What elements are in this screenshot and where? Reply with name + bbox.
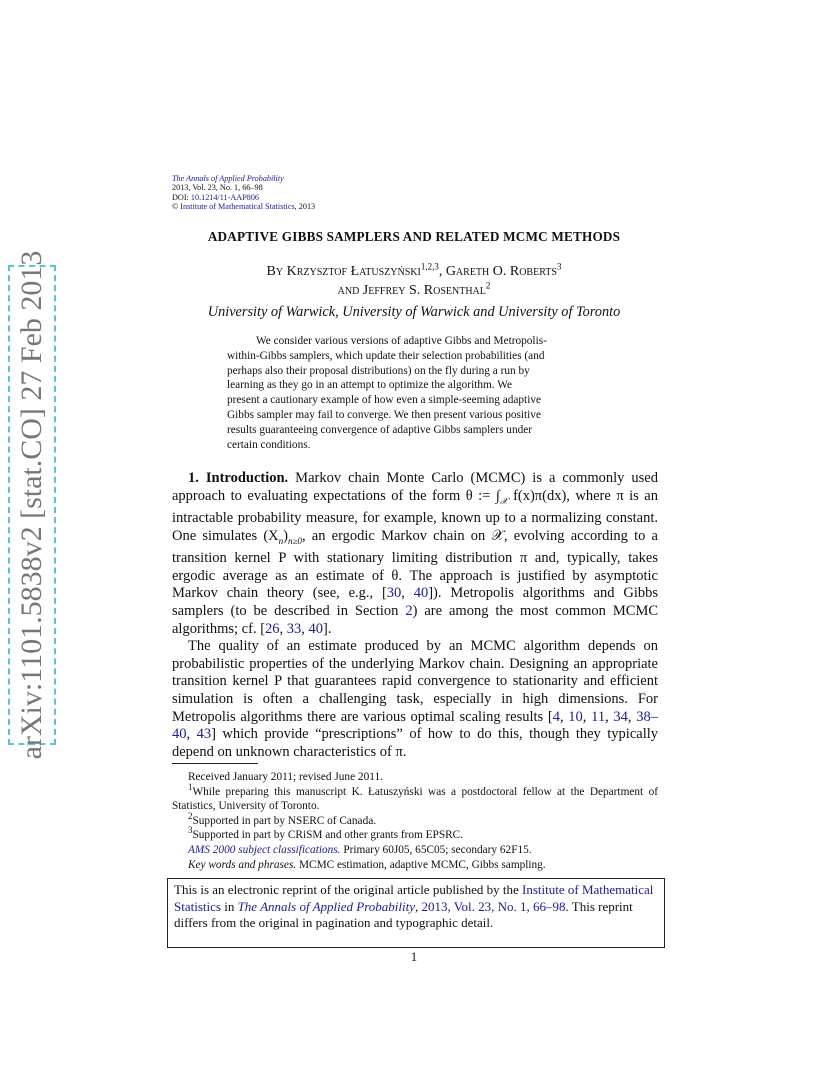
author-rosenthal: Jeffrey S. Rosenthal [362,283,486,298]
abstract-line: within-Gibbs samplers, which update their selection probabilities (and [227,349,545,362]
affiliations: University of Warwick, University of Warwick and University of Toronto [207,304,621,320]
citation-link[interactable]: 30 [386,585,402,602]
abstract-line: present a cautionary example of how even a simple-seeming adaptive [227,394,541,407]
citation-link[interactable]: 40 [413,585,429,602]
text-run: , [301,620,309,637]
copyright-year: , 2013 [294,202,316,212]
text-run: , [279,620,287,637]
text-run: , [559,708,569,725]
text-run: ]). Metropolis algorithms and Gibbs samplers (to be described in Section [172,585,658,619]
citation-link[interactable]: 26 [265,620,280,637]
text-run: Markov chain Monte Carlo (MCMC) is a commonly used approach to evaluating expectations of the form θ := ∫ [172,470,658,504]
author-latuszynski: Krzysztof Łatuszyński [286,264,421,279]
text-run: , an ergodic Markov chain on 𝒳, evolving according to a transition kernel P with stationary limiting distribution π and, typically, takes ergodic average as an estimate of θ. The approach is justified by asymptotic Markov chain theory (see, e.g., [ [172,527,658,602]
text-run: , [582,708,592,725]
reprint-text: This is an electronic reprint of the original article published by the [174,882,523,897]
text-run: , [186,726,197,743]
doi-link[interactable]: 10.1214/11-AAP806 [190,192,260,202]
text-run: , [605,708,614,725]
citation-link[interactable]: 33 [286,620,302,637]
arxiv-watermark [8,250,56,760]
ims-link[interactable]: Institute of Mathematical Statistics [180,202,295,212]
text-run: ]. [323,620,332,637]
text-run: ] which provide “prescriptions” of how to do this, though they typically depend on unknown characteristics of π. [172,726,659,760]
footnote-text: Supported in part by CRiSM and other grants from EPSRC. [192,829,463,842]
text-run: , [627,708,637,725]
text-run: n [278,535,284,546]
footnote-2 [172,811,658,829]
arxiv-id: arXiv:1101.5838v2 [stat.CO] 27 Feb 2013 [15,250,48,760]
abstract-line: Gibbs sampler may fail to converge. We then present various positive [227,408,541,421]
received-note: Received January 2011; revised June 2011. [188,771,383,783]
text-run: n≥0 [287,535,302,546]
citation-link[interactable]: 38–40 [172,708,658,743]
abstract-line: We consider various versions of adaptive Gibbs and Metropolis- [256,335,547,347]
footnote-mark: 2 [188,811,193,822]
citation-link[interactable]: 11 [591,708,606,725]
journal-header [172,174,315,212]
reprint-notice [167,878,665,948]
footnote-divider [172,763,258,764]
text-run: 𝒳 [499,495,508,506]
intro-paragraph-2 [172,638,658,761]
footnote-text: While preparing this manuscript K. Łatuszyński was a postdoctoral fellow at the Department of Statistics, University of Toronto. [172,785,658,813]
doi-label: DOI: [172,192,191,202]
footnote-text: Supported in part by NSERC of Canada. [192,814,377,827]
by-label: By [266,264,284,279]
keywords [172,858,658,873]
ams-classification [172,843,658,858]
volume-reprint-link[interactable]: 2013, Vol. 23, No. 1, 66–98 [421,898,566,914]
citation-link[interactable]: 43 [196,726,212,743]
journal-volume: 2013, Vol. 23, No. 1, 66–98 [172,183,263,193]
author3-affil-marks: 2 [485,280,491,291]
journal-reprint-link[interactable]: The Annals of Applied Probability [237,898,416,914]
text-run: , [401,585,414,602]
intro-paragraph-1 [172,470,658,638]
journal-name-link[interactable]: The Annals of Applied Probability [172,174,284,183]
abstract-line: learning as they go in an attempt to optimize the algorithm. We [227,379,512,392]
citation-link[interactable]: 34 [613,708,628,725]
footnote-mark: 3 [188,825,193,836]
page-number: 1 [410,950,418,964]
and-label: and [337,283,360,298]
ims-reprint-link[interactable]: Institute of Mathematical Statistics [174,882,654,914]
footnote-3 [172,825,658,843]
author-list: By Krzysztof Łatuszyński$^{1,2,3}$, Gareth O. Roberts$^3$ and Jeffrey S. Rosenthal$^2$ [266,261,562,298]
author2-affil-marks: 3 [556,261,562,272]
citation-link[interactable]: 10 [568,708,583,725]
keywords-label: Key words and phrases. [188,858,297,871]
footnote-mark: 1 [188,781,193,792]
footnote-1 [172,781,658,814]
paper-title: ADAPTIVE GIBBS SAMPLERS AND RELATED MCMC METHODS [207,229,621,244]
citation-link[interactable]: 4 [552,708,560,725]
section-heading: 1. Introduction. [188,470,289,486]
author-roberts: Gareth O. Roberts [445,264,557,279]
abstract [227,334,602,452]
keywords-text: MCMC estimation, adaptive MCMC, Gibbs sampling. [296,858,546,871]
abstract-line: perhaps also their proposal distributions) on the fly during a run by [227,364,530,377]
footnotes [172,770,658,872]
abstract-line: certain conditions. [227,438,311,451]
reprint-text: . This reprint differs from the original in pagination and typographic detail. [174,898,633,930]
text-run: ) are among the most common MCMC algorithms; cf. [ [172,602,659,637]
reprint-text: in [220,898,238,914]
introduction-section [172,470,658,761]
ams-codes: Primary 60J05, 65C05; secondary 62F15. [340,843,532,856]
copyright-icon: © [172,202,179,212]
citation-link[interactable]: 40 [308,620,324,637]
text-run: The quality of an estimate produced by an MCMC algorithm depends on probabilistic properties of the underlying Markov chain. Designing an appropriate transition kernel P that guarantees rapid convergence to stationarity and efficient simulation is often a challenging task, especially in high dimensions. For Metropolis algorithms there are various optimal scaling results [ [172,638,658,725]
abstract-line: results guaranteeing convergence of adaptive Gibbs samplers under [227,423,533,436]
section-link[interactable]: 2 [405,602,413,619]
text-run: ) [283,527,288,544]
author1-affil-marks: 1,2,3 [420,261,439,272]
reprint-text: , [415,898,419,914]
text-run: f(x)π(dx), where π is an intractable probability measure, for example, known up to a normalizing constant. One simulates (X [172,487,658,544]
ams-link[interactable]: AMS 2000 subject classifications. [188,843,341,856]
